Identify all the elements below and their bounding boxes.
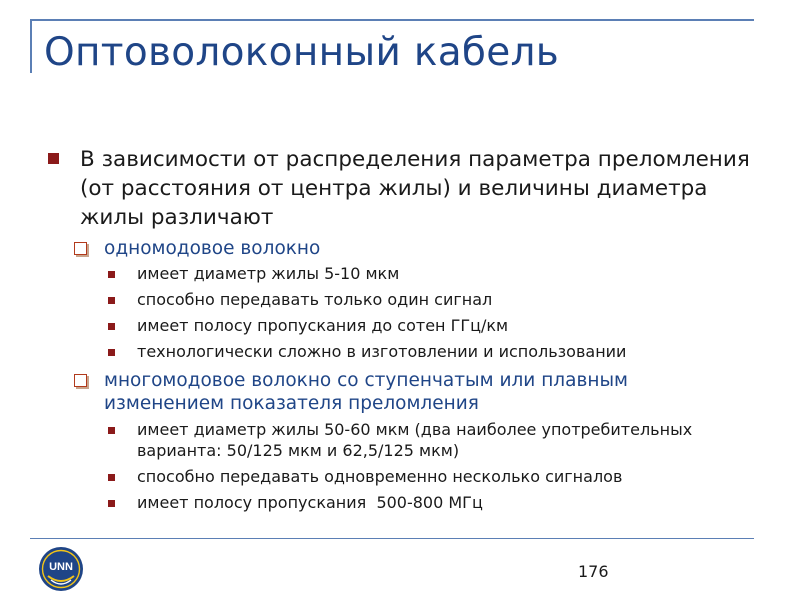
bullet-square-icon (108, 349, 115, 356)
multi-mode-item: имеет диаметр жилы 50-60 мкм (два наиболее употребительных варианта: 50/125 мкм и 62,5/125 мкм) (137, 420, 693, 460)
bullet-square-icon (108, 474, 115, 481)
bullet-square-icon (48, 153, 59, 164)
single-mode-item: имеет диаметр жилы 5-10 мкм (137, 264, 400, 283)
single-mode-label: одномодовое волокно (104, 238, 321, 259)
svg-text:UNN: UNN (49, 561, 73, 573)
single-mode-item: имеет полосу пропускания до сотен ГГц/км (137, 316, 509, 335)
bullet-square-icon (108, 297, 115, 304)
title-frame-left-line (30, 19, 32, 73)
checkbox-bullet-icon (74, 242, 87, 255)
multi-mode-item: имеет полосу пропускания 500-800 МГц (137, 493, 483, 512)
page-number: 176 (578, 562, 609, 581)
single-mode-item: технологически сложно в изготовлении и использовании (137, 342, 627, 361)
slide-title: Оптоволоконный кабель (44, 30, 560, 75)
checkbox-bullet-icon (74, 374, 87, 387)
title-frame-top-line (30, 19, 754, 21)
bullet-square-icon (108, 323, 115, 330)
university-logo (37, 545, 85, 593)
bullet-square-icon (108, 500, 115, 507)
multi-mode-item: способно передавать одновременно несколько сигналов (137, 467, 623, 486)
bullet-square-icon (108, 271, 115, 278)
footer-line (30, 538, 754, 539)
multi-mode-label: многомодовое волокно со ступенчатым или плавным изменением показателя преломления (104, 370, 629, 414)
main-point: В зависимости от распределения параметра преломления (от расстояния от центра жилы) и величины диаметра жилы различают (80, 147, 750, 230)
bullet-square-icon (108, 427, 115, 434)
single-mode-item: способно передавать только один сигнал (137, 290, 493, 309)
